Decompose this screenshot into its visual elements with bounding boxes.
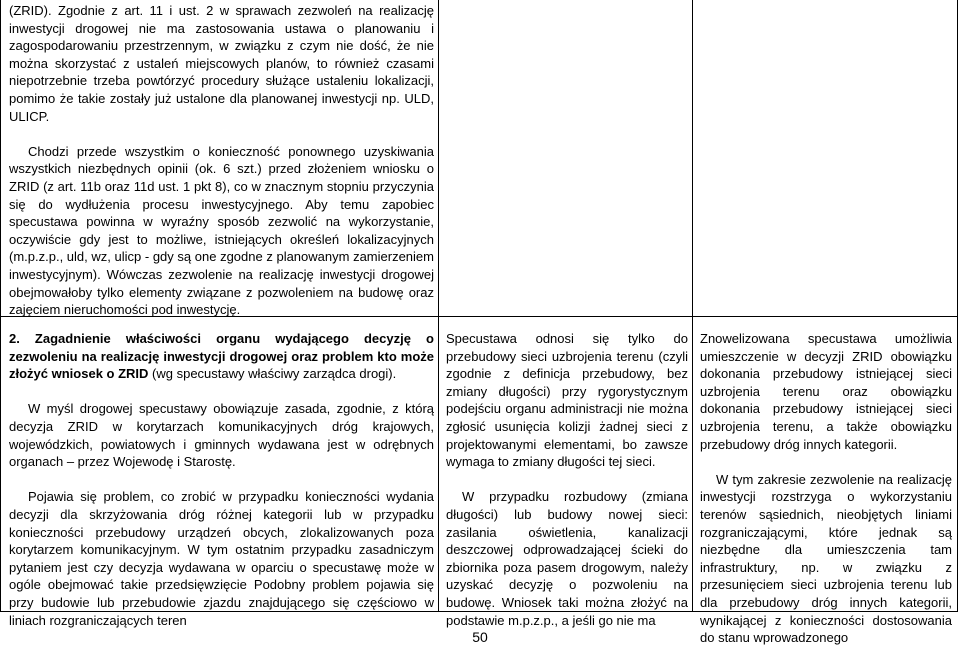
row2-col3-cell bbox=[700, 330, 952, 646]
row2-col3-paragraph-2: W tym zakresie zezwolenie na realizację inwestycji rozstrzyga o wykorzystaniu terenów sąsiednich, nieobjętych liniami rozgraniczającymi, które jednak są niezbędne dla umieszczenia tam infrastruktury, np. w związku z przesunięciem sieci uzbrojenia terenu lub dla przebudowy dróg innych kategorii, wynikającej z konieczności dostosowania do stanu wprowadzonego bbox=[700, 471, 952, 646]
row1-col1-cell bbox=[9, 2, 434, 318]
row2-col2-cell bbox=[446, 330, 688, 628]
section-heading-tail: (wg specustawy właściwy zarządca drogi). bbox=[148, 366, 397, 382]
row2-col1-paragraph-2: W myśl drogowej specustawy obowiązuje zasada, zgodnie, z którą decyzja ZRID w korytarzach komunikacyjnych dróg krajowych, wojewódzkich, powiatowych i gminnych wydawana jest w odrębnych organach – przez Wojewodę i Starostę. bbox=[9, 401, 434, 470]
section-heading: 2. Zagadnienie właściwości organu wydającego decyzję o zezwoleniu na realizację inwestycji drogowej oraz problem kto może złożyć wniosek o ZRID bbox=[9, 331, 434, 382]
row1-col1-paragraph-2: Chodzi przede wszystkim o konieczność ponownego uzyskiwania wszystkich niezbędnych opinii (ok. 6 szt.) przed złożeniem wniosku o ZRID (z art. 11b oraz 11d ust. 1 pkt 8), co w znacznym stopniu przyczynia się do wydłużenia procesu inwestycyjnego. Aby temu zapobiec specustawa powinna w wyraźny sposób zezwolić na wykorzystanie, oczywiście gdy jest to możliwe, istniejących określeń lokalizacyjnych (m.p.z.p., uld, wz, ulicp - gdy są one zgodne z planowanym zamierzeniem inwestycyjnym). Wówczas zezwolenie na realizację inwestycji drogowej obejmowałoby tylko elementy związane z pozwoleniem na budowę oraz zajęciem nieruchomości pod inwestycję. bbox=[9, 143, 434, 318]
row1-col1-paragraph-1: (ZRID). Zgodnie z art. 11 i ust. 2 w sprawach zezwoleń na realizację inwestycji drogowej nie ma zastosowania ustawa o planowaniu i zagospodarowaniu przestrzennym, w związku z czym nie dość, że nie można skorzystać z ustaleń miejscowych planów, to również czasami niepotrzebnie trzeba powtórzyć procedury służące ustaleniu lokalizacji, pomimo że takie zostały już ustalone dla planowanej inwestycji np. ULD, ULICP. bbox=[9, 3, 434, 124]
page-number: 50 bbox=[472, 629, 488, 645]
table-border-col2-right bbox=[692, 0, 693, 612]
row2-col1-paragraph-3: Pojawia się problem, co zrobić w przypadku konieczności wydania decyzji dla skrzyżowania dróg różnej kategorii lub w przypadku konieczności przebudowy urządzeń obcych, zlokalizowanych poza korytarzem komunikacyjnym. W tym ostatnim przypadku zasadniczym pytaniem jest czy decyzja wydawana w oparciu o specustawę może w ogóle obejmować takie przedsięwzięcie Podobny problem pojawia się przy budowie lub przebudowie zjazdu znajdującego się częściowo w liniach rozgraniczających teren bbox=[9, 489, 434, 628]
table-border-left bbox=[0, 0, 1, 612]
table-border-right bbox=[957, 0, 958, 612]
row2-col2-paragraph-2: W przypadku rozbudowy (zmiana długości) lub budowy nowej sieci: zasilania oświetlenia, kanalizacji deszczowej odprowadzającej ścieki do zbiornika poza pasem drogowym, należy uzyskać decyzję o pozwoleniu na budowę. Wniosek taki można złożyć na podstawie m.p.z.p., a jeśli go nie ma bbox=[446, 489, 688, 628]
row2-col1-paragraph-1 bbox=[9, 330, 434, 383]
row2-col1-cell bbox=[9, 330, 434, 628]
row2-col3-paragraph-1: Znowelizowana specustawa umożliwia umieszczenie w decyzji ZRID obowiązku dokonania przebudowy istniejącej sieci uzbrojenia terenu oraz obowiązku dokonania przebudowy istniejącej sieci uzbrojenia terenu, a także obowiązku przebudowy dróg innych kategorii. bbox=[700, 331, 952, 452]
table-border-col1-right bbox=[438, 0, 439, 612]
row2-col2-paragraph-1: Specustawa odnosi się tylko do przebudowy sieci uzbrojenia terenu (czyli zgodnie z definicja przebudowy, bez zmiany długości) przy rygorystycznym podejściu organu administracji nie można zgłosić usunięcia kolizji żadnej sieci z projektowanymi elementami, bo zawsze wymaga to zmiany długości tej sieci. bbox=[446, 331, 688, 470]
